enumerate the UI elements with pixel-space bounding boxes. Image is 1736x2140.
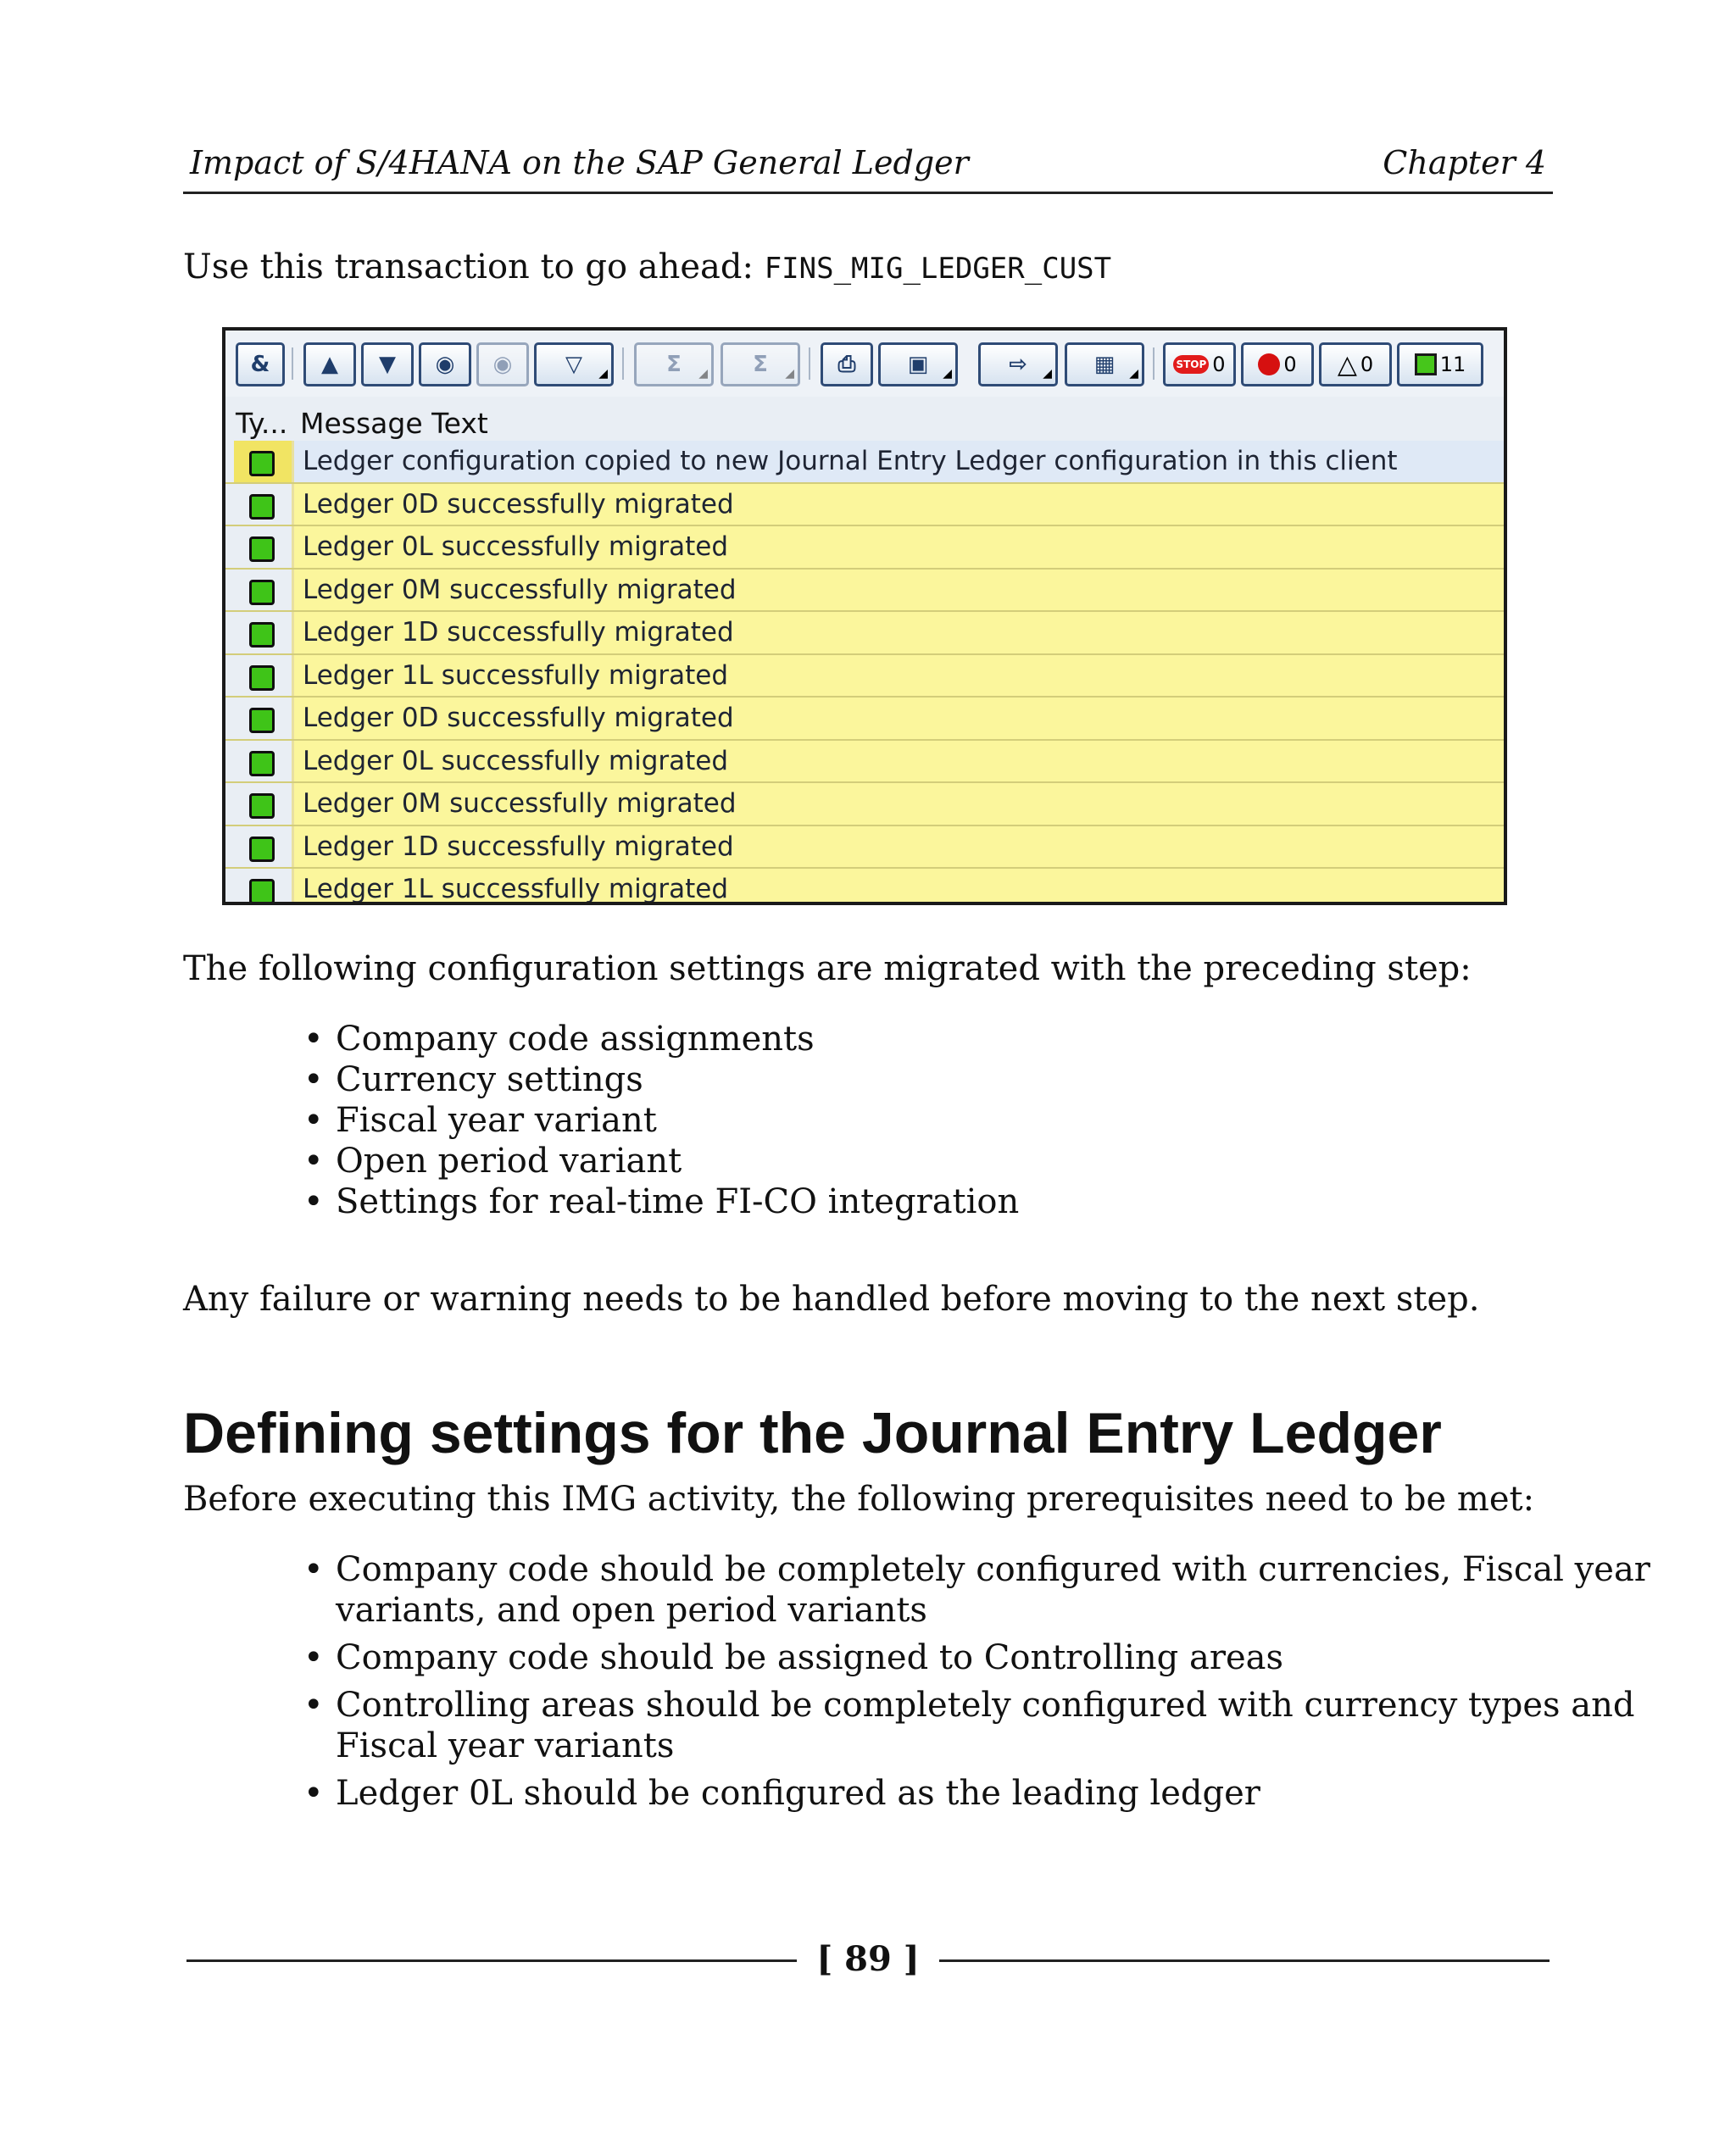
footer-rule-right xyxy=(939,1959,1550,1962)
column-header xyxy=(225,405,1504,441)
list-item-line: Fiscal year variants xyxy=(336,1726,675,1765)
page-footer xyxy=(183,1934,1553,1985)
success-status-icon xyxy=(249,451,275,476)
type-cell xyxy=(234,612,293,653)
layout-grid-icon: ▦ xyxy=(1093,352,1116,377)
toolbar-separator xyxy=(1153,347,1155,380)
dropdown-caret-icon: ◢ xyxy=(598,367,608,381)
success-status-icon xyxy=(249,494,275,520)
success-count: 11 xyxy=(1439,353,1466,376)
dropdown-caret-icon: ◢ xyxy=(943,367,952,381)
message-text: Ledger 1L successfully migrated xyxy=(292,869,1504,905)
message-text: Ledger 0D successfully migrated xyxy=(292,698,1504,739)
details-button[interactable] xyxy=(236,342,285,386)
message-row[interactable] xyxy=(225,655,1504,698)
type-cell xyxy=(234,484,293,525)
message-row[interactable] xyxy=(225,484,1504,527)
message-row[interactable] xyxy=(225,441,1504,484)
success-status-icon xyxy=(249,879,275,904)
binoculars-next-icon: ◉ xyxy=(492,352,513,377)
message-text: Ledger 0D successfully migrated xyxy=(292,484,1504,525)
warning-messages-filter[interactable] xyxy=(1319,342,1392,386)
prerequisites-intro: Before executing this IMG activity, the following prerequisites need to be met: xyxy=(183,1480,1535,1519)
list-item xyxy=(298,1685,1650,1766)
type-cell xyxy=(234,441,293,482)
list-item-line: variants, and open period variants xyxy=(336,1591,927,1630)
list-item xyxy=(298,1549,1650,1631)
error-count: 0 xyxy=(1283,353,1297,376)
prerequisites-list xyxy=(298,1549,1650,1814)
type-cell xyxy=(234,526,293,568)
list-item: • Open period variant xyxy=(298,1141,1019,1181)
message-text: Ledger 0L successfully migrated xyxy=(292,526,1504,568)
subtotal-icon: Σ xyxy=(753,352,768,377)
message-text: Ledger 0L successfully migrated xyxy=(292,741,1504,782)
find-button[interactable] xyxy=(419,342,471,386)
warning-count: 0 xyxy=(1360,353,1374,376)
sort-descending-icon: ▼ xyxy=(379,352,396,377)
stop-messages-filter[interactable] xyxy=(1163,342,1236,386)
export-button[interactable] xyxy=(978,342,1058,386)
type-cell xyxy=(234,869,293,905)
sort-descending-button[interactable] xyxy=(361,342,414,386)
sigma-icon: Σ xyxy=(666,352,682,377)
message-row[interactable] xyxy=(225,783,1504,826)
binoculars-icon: ◉ xyxy=(435,352,455,377)
toolbar-separator xyxy=(809,347,810,380)
subtotal-button[interactable] xyxy=(721,342,800,386)
dropdown-caret-icon: ◢ xyxy=(785,367,794,381)
success-status-icon xyxy=(249,536,275,562)
views-button[interactable] xyxy=(878,342,958,386)
message-text: Ledger 1D successfully migrated xyxy=(292,826,1504,868)
message-row[interactable] xyxy=(225,570,1504,613)
message-row[interactable] xyxy=(225,612,1504,655)
print-icon: ⎙ xyxy=(837,351,856,377)
warning-paragraph: Any failure or warning needs to be handled before moving to the next step. xyxy=(183,1280,1480,1319)
type-cell xyxy=(234,826,293,868)
toolbar-separator xyxy=(292,347,293,380)
list-item xyxy=(298,1637,1650,1678)
message-row[interactable] xyxy=(225,741,1504,784)
message-row[interactable] xyxy=(225,869,1504,905)
running-header xyxy=(183,142,1553,194)
column-type[interactable]: Ty... xyxy=(236,407,288,440)
success-status-icon xyxy=(249,665,275,691)
filter-icon: ▽ xyxy=(565,352,582,377)
success-messages-filter[interactable] xyxy=(1397,342,1483,386)
error-messages-filter[interactable] xyxy=(1241,342,1314,386)
dropdown-caret-icon: ◢ xyxy=(698,367,708,381)
type-cell xyxy=(234,655,293,697)
total-button[interactable] xyxy=(634,342,714,386)
views-icon: ▣ xyxy=(907,352,929,377)
message-row[interactable] xyxy=(225,826,1504,870)
list-item-line: Company code should be assigned to Controlling areas xyxy=(336,1638,1283,1677)
toolbar-separator xyxy=(622,347,624,380)
warning-triangle-icon: △ xyxy=(1337,349,1357,380)
transaction-code: FINS_MIG_LEDGER_CUST xyxy=(764,252,1112,286)
message-text: Ledger 1D successfully migrated xyxy=(292,612,1504,653)
stop-sign-icon: STOP xyxy=(1173,355,1209,374)
list-item: • Company code assignments xyxy=(298,1019,1019,1059)
chapter-label: Chapter 4 xyxy=(1383,144,1546,181)
sort-ascending-icon: ▲ xyxy=(321,352,338,377)
settings-intro-paragraph: The following configuration settings are migrated with the preceding step: xyxy=(183,949,1472,988)
message-row[interactable] xyxy=(225,526,1504,570)
find-next-button[interactable] xyxy=(476,342,529,386)
message-row[interactable] xyxy=(225,698,1504,741)
filter-button[interactable] xyxy=(534,342,614,386)
type-cell xyxy=(234,698,293,739)
sort-ascending-button[interactable] xyxy=(303,342,356,386)
message-text: Ledger 0M successfully migrated xyxy=(292,783,1504,825)
list-item: • Fiscal year variant xyxy=(298,1100,1019,1141)
success-icon xyxy=(1415,353,1437,375)
message-list xyxy=(225,441,1504,905)
migrated-settings-list xyxy=(298,1019,1019,1222)
list-item: • Settings for real-time FI-CO integration xyxy=(298,1181,1019,1222)
book-title: Impact of S/4HANA on the SAP General Ledger xyxy=(190,144,969,181)
success-status-icon xyxy=(249,793,275,819)
intro-text: Use this transaction to go ahead: xyxy=(183,247,765,286)
dropdown-caret-icon: ◢ xyxy=(1129,367,1138,381)
type-cell xyxy=(234,741,293,782)
type-cell xyxy=(234,783,293,825)
error-icon xyxy=(1258,353,1280,375)
success-status-icon xyxy=(249,708,275,733)
success-status-icon xyxy=(249,622,275,648)
message-text: Ledger configuration copied to new Journal Entry Ledger configuration in this client xyxy=(292,441,1504,482)
glasses-icon: & xyxy=(250,352,270,377)
page-number: [ 89 ] xyxy=(816,1939,920,1979)
layout-button[interactable] xyxy=(1065,342,1144,386)
list-item: • Currency settings xyxy=(298,1059,1019,1100)
type-cell xyxy=(234,570,293,611)
stop-count: 0 xyxy=(1212,353,1226,376)
export-icon: ⇨ xyxy=(1009,352,1027,377)
list-item-line: Ledger 0L should be configured as the leading ledger xyxy=(336,1774,1260,1813)
success-status-icon xyxy=(249,837,275,862)
success-status-icon xyxy=(249,751,275,776)
dropdown-caret-icon: ◢ xyxy=(1043,367,1052,381)
message-text: Ledger 0M successfully migrated xyxy=(292,570,1504,611)
print-preview-button[interactable] xyxy=(821,342,873,386)
list-item-line: Company code should be completely configured with currencies, Fiscal year xyxy=(336,1550,1650,1589)
list-item-line: Controlling areas should be completely configured with currency types and xyxy=(336,1686,1635,1725)
sap-message-log-screenshot xyxy=(222,327,1507,905)
success-status-icon xyxy=(249,580,275,605)
column-message-text[interactable]: Message Text xyxy=(300,407,488,440)
message-text: Ledger 1L successfully migrated xyxy=(292,655,1504,697)
section-heading: Defining settings for the Journal Entry Ledger xyxy=(183,1401,1442,1465)
list-item xyxy=(298,1773,1650,1814)
intro-paragraph xyxy=(183,247,1111,286)
alv-toolbar xyxy=(225,331,1504,397)
